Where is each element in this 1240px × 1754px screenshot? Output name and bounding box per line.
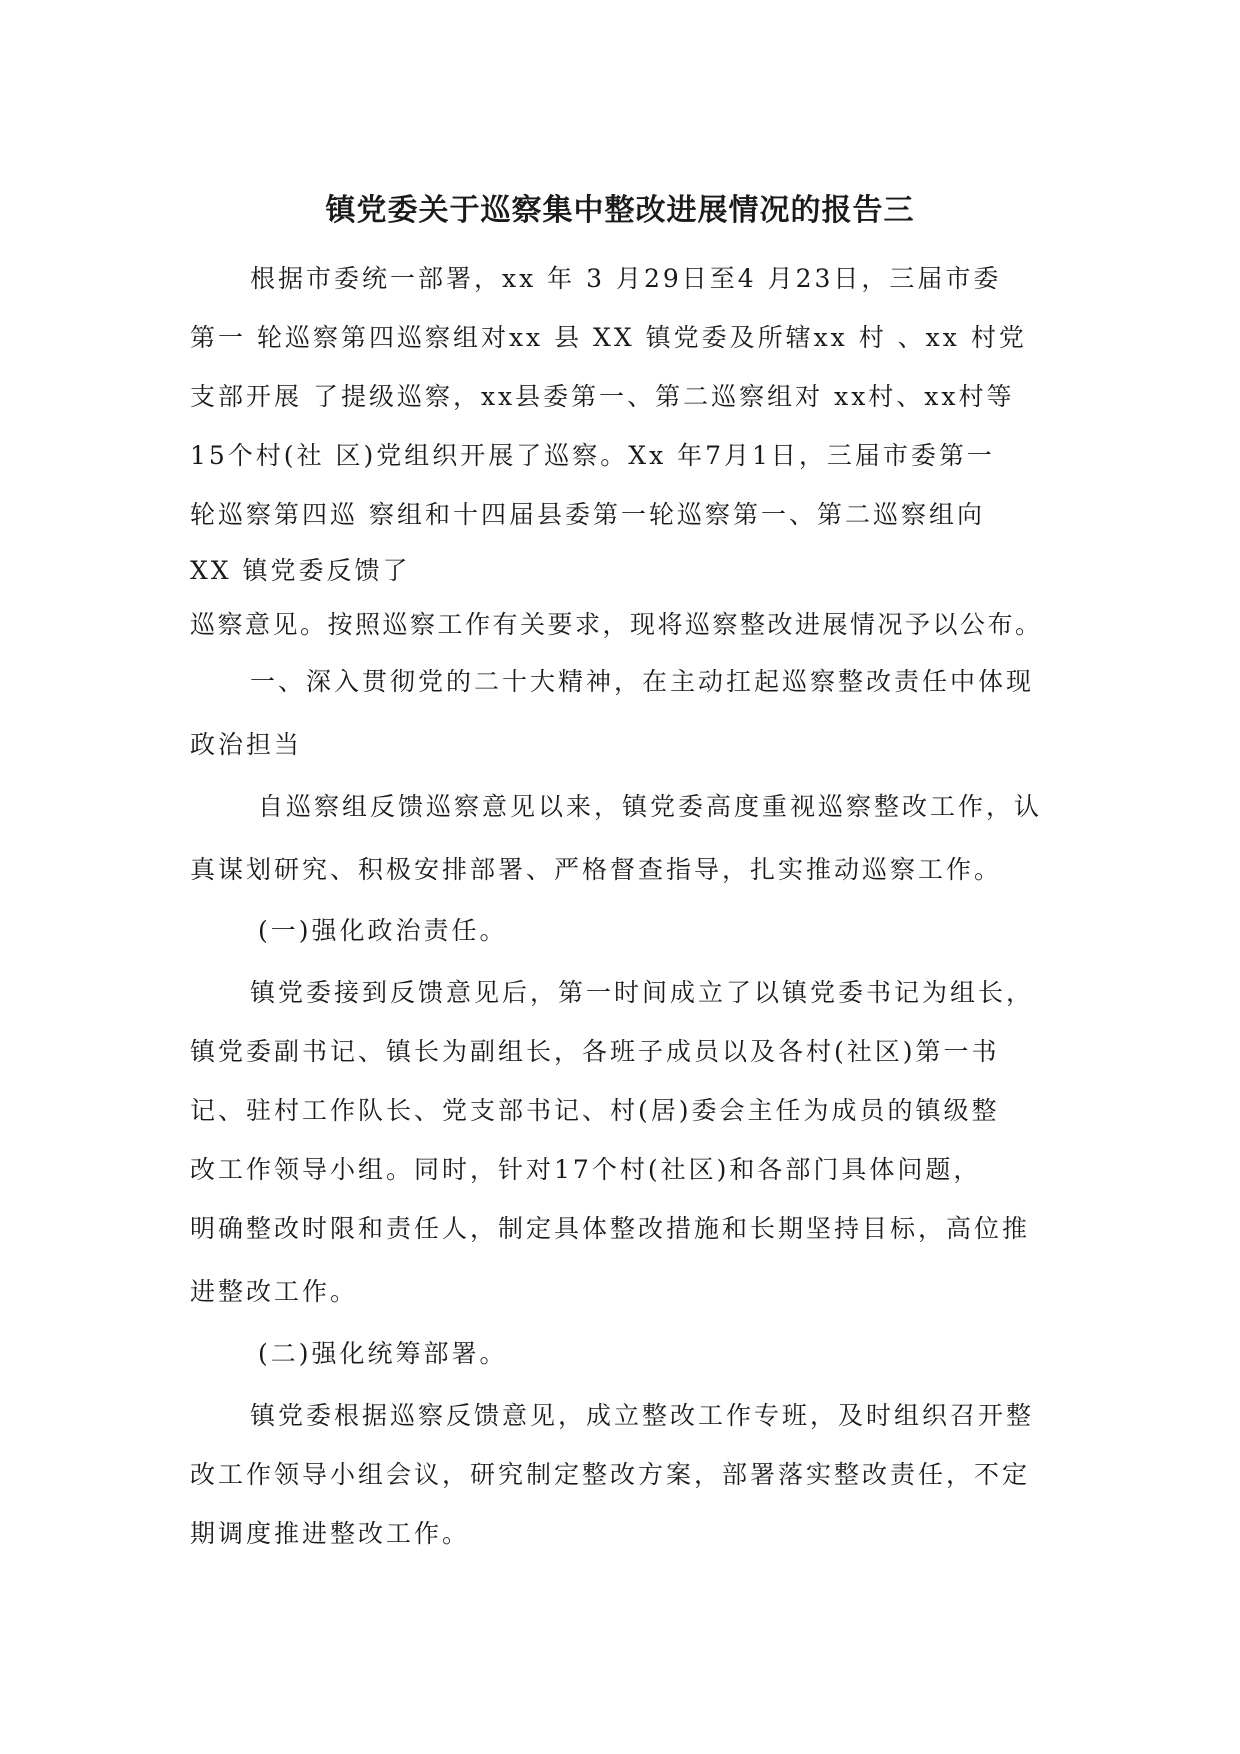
paragraph-line: 自巡察组反馈巡察意见以来，镇党委高度重视巡察整改工作，认 (258, 792, 1043, 821)
paragraph-line: 镇党委根据巡察反馈意见，成立整改工作专班，及时组织召开整 (250, 1401, 1035, 1430)
subsection-heading: (二)强化统筹部署。 (258, 1339, 508, 1368)
paragraph-line: 改工作领导小组会议，研究制定整改方案，部署落实整改责任，不定 (190, 1460, 1031, 1489)
paragraph-line: 期调度推进整改工作。 (190, 1519, 471, 1548)
subsection-heading: (一)强化政治责任。 (258, 916, 508, 945)
paragraph-line: 明确整改时限和责任人，制定具体整改措施和长期坚持目标，高位推 (190, 1214, 1031, 1243)
section-heading-line: 一、深入贯彻党的二十大精神，在主动扛起巡察整改责任中体现 (250, 667, 1035, 696)
paragraph-line: 15个村(社 区)党组织开展了巡察。Xx 年7月1日，三届市委第一 (190, 441, 995, 470)
paragraph-line: 根据市委统一部署，xx 年 3 月29日至4 月23日，三届市委 (250, 264, 1002, 293)
paragraph-line: XX 镇党委反馈了 (190, 556, 411, 585)
paragraph-line: 镇党委副书记、镇长为副组长，各班子成员以及各村(社区)第一书 (190, 1037, 1000, 1066)
paragraph-line: 轮巡察第四巡 察组和十四届县委第一轮巡察第一、第二巡察组向 (190, 500, 985, 529)
document-title: 镇党委关于巡察集中整改进展情况的报告三 (325, 193, 915, 228)
paragraph-line: 进整改工作。 (190, 1277, 359, 1306)
paragraph-line: 支部开展 了提级巡察，xx县委第一、第二巡察组对 xx村、xx村等 (190, 382, 1015, 411)
paragraph-line: 改工作领导小组。同时，针对17个村(社区)和各部门具体问题， (190, 1155, 982, 1184)
paragraph-line: 巡察意见。按照巡察工作有关要求，现将巡察整改进展情况予以公布。 (190, 610, 1043, 639)
paragraph-line: 镇党委接到反馈意见后，第一时间成立了以镇党委书记为组长， (250, 978, 1035, 1007)
paragraph-line: 记、驻村工作队长、党支部书记、村(居)委会主任为成员的镇级整 (190, 1096, 1000, 1125)
paragraph-line: 真谋划研究、积极安排部署、严格督查指导，扎实推动巡察工作。 (190, 855, 1003, 884)
paragraph-line: 第一 轮巡察第四巡察组对xx 县 XX 镇党委及所辖xx 村 、xx 村党 (190, 323, 1027, 352)
section-heading-line: 政治担当 (190, 730, 303, 759)
